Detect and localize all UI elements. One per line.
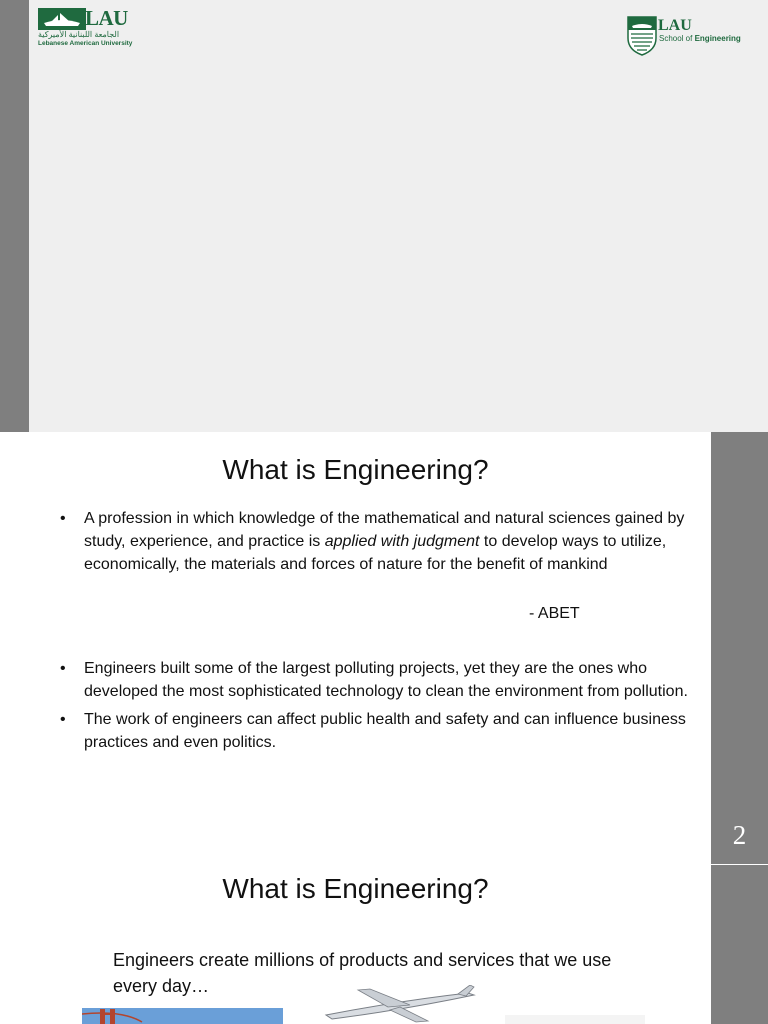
airplane-image: [318, 985, 478, 1024]
bullet-text: The work of engineers can affect public health and safety and can influence business practices and even politics.: [84, 711, 686, 751]
lau-logo-text: LAU: [85, 6, 128, 30]
slide-1: [0, 0, 768, 432]
slide-sidebar: [0, 0, 29, 432]
soe-school-strong: Engineering: [694, 34, 741, 43]
bullet-item: [60, 507, 700, 576]
page-number: 2: [732, 820, 747, 850]
slide-title: What is Engineering?: [222, 454, 489, 485]
lau-logo-subtitle: Lebanese American University: [38, 40, 133, 47]
attribution: - ABET: [529, 605, 580, 622]
soe-logo-lau-text: LAU: [658, 17, 692, 34]
bullet-icon: •: [60, 711, 66, 728]
slide-sidebar-right: [711, 865, 768, 1024]
bullet-list: [60, 657, 700, 754]
slide-2: [0, 432, 768, 865]
bullet-text: Engineers built some of the largest polluting projects, yet they are the ones who developed the most sophisticated technology to clean the environment from pollution.: [84, 660, 688, 700]
bullet-icon: •: [60, 660, 66, 677]
slide-sidebar-right: [711, 432, 768, 865]
slide-title: What is Engineering?: [222, 873, 489, 904]
product-image: [505, 1015, 645, 1024]
lau-logo-arabic: الجامعة اللبنانية الأميركية: [38, 30, 120, 39]
shield-icon: [627, 16, 657, 56]
slide-3: [0, 865, 768, 1024]
bullet-emphasis: applied with judgment: [324, 533, 480, 550]
lau-ship-icon: [38, 8, 86, 30]
bullet-text: to develop ways to utilize, economically, the materials and forces of nature for the benefit of mankind: [84, 533, 667, 573]
bridge-icon: [82, 1008, 283, 1024]
bullet-item: [60, 657, 700, 703]
bridge-image: [82, 1008, 283, 1024]
bullet-text: A profession in which knowledge of the mathematical and natural sciences gained by study, experience, and practice is: [84, 510, 685, 550]
school-of-engineering-logo: [627, 16, 749, 58]
bullet-item: [60, 708, 700, 754]
bullet-icon: •: [60, 510, 66, 527]
lau-logo: [38, 7, 143, 49]
soe-school-prefix: School of: [659, 34, 695, 43]
intro-text: Engineers create millions of products and services that we use every day…: [113, 950, 612, 996]
bullet-list: [60, 507, 700, 576]
soe-logo-school-text: [659, 34, 741, 44]
